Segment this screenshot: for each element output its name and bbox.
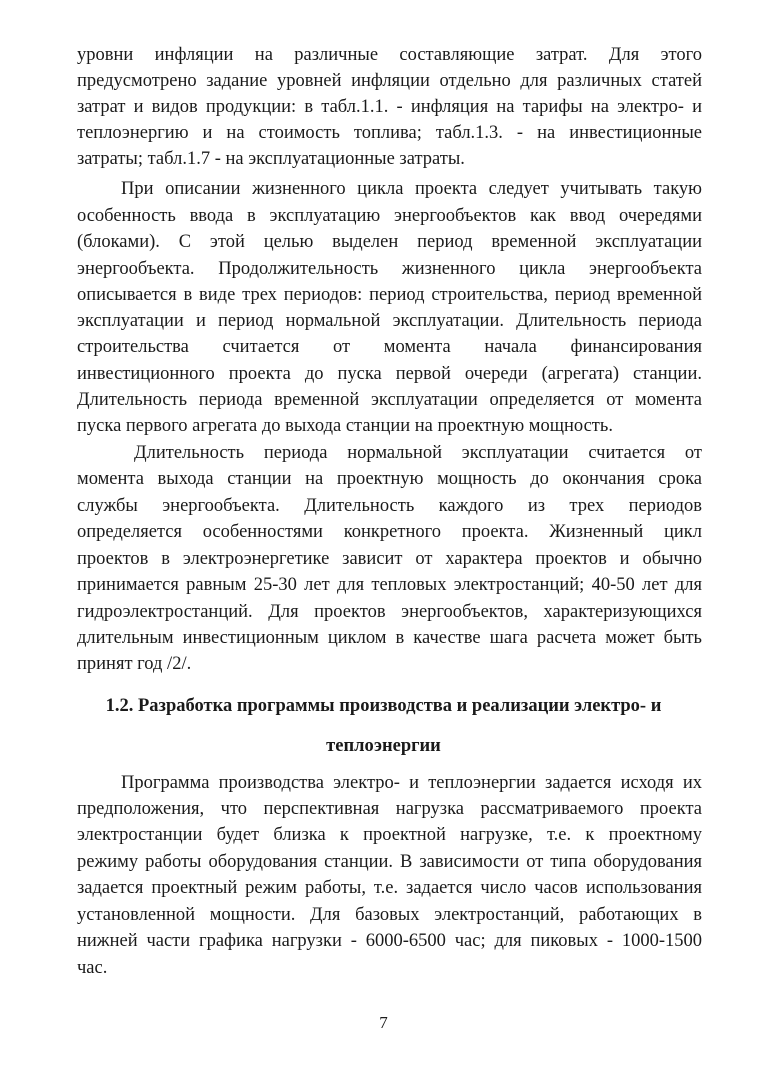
- text-line: принят год /2/.: [77, 654, 192, 674]
- text-line: пуска первого агрегата до выхода станции на проектную мощность.: [77, 416, 613, 436]
- text-line: затрат и видов продукции: в табл.1.1. - инфляция на тарифы на электро- и: [77, 97, 702, 117]
- text-line: час.: [77, 958, 108, 978]
- text-line: нижней части графика нагрузки - 6000-6500 час; для пиковых - 1000-1500: [77, 931, 702, 951]
- text-line: особенность ввода в эксплуатацию энергообъектов как ввод очередями: [77, 206, 702, 226]
- text-line: затраты; табл.1.7 - на эксплуатационные затраты.: [77, 149, 465, 169]
- text-line: режиму работы оборудования станции. В зависимости от типа оборудования: [77, 852, 702, 872]
- text-line: установленной мощности. Для базовых электростанций, работающих в: [77, 905, 702, 925]
- text-line: принимается равным 25-30 лет для тепловых электростанций; 40-50 лет для: [77, 575, 702, 595]
- text-line: Длительность периода нормальной эксплуатации считается от: [134, 443, 702, 463]
- text-line: строительства считается от момента начала финансирования: [77, 337, 702, 357]
- text-line: энергообъекта. Продолжительность жизненного цикла энергообъекта: [77, 259, 702, 279]
- text-line: гидроэлектростанций. Для проектов энергообъектов, характеризующихся: [77, 602, 702, 622]
- text-line: момента выхода станции на проектную мощность до окончания срока: [77, 469, 702, 489]
- text-line: уровни инфляции на различные составляющие затрат. Для этого: [77, 45, 702, 65]
- text-line: При описании жизненного цикла проекта следует учитывать такую: [121, 179, 702, 199]
- text-line: проектов в электроэнергетике зависит от характера проектов и обычно: [77, 549, 702, 569]
- text-line: эксплуатации и период нормальной эксплуатации. Длительность периода: [77, 311, 702, 331]
- text-line: описывается в виде трех периодов: период строительства, период временной: [77, 285, 702, 305]
- page-number: 7: [379, 1013, 388, 1032]
- text-line: задается проектный режим работы, т.е. задается число часов использования: [77, 878, 702, 898]
- section-heading-line-1: 1.2. Разработка программы производства и реализации электро- и: [105, 696, 662, 716]
- text-line: службы энергообъекта. Длительность каждого из трех периодов: [77, 496, 702, 516]
- text-line: предположения, что перспективная нагрузка рассматриваемого проекта: [77, 799, 702, 819]
- text-line: инвестиционного проекта до пуска первой очереди (агрегата) станции.: [77, 364, 702, 384]
- section-heading-line-2: теплоэнергии: [326, 736, 441, 756]
- text-line: длительным инвестиционным циклом в качестве шага расчета может быть: [77, 628, 702, 648]
- text-line: (блоками). С этой целью выделен период временной эксплуатации: [77, 232, 702, 252]
- text-line: Длительность периода временной эксплуатации определяется от момента: [77, 390, 702, 410]
- text-line: определяется особенностями конкретного проекта. Жизненный цикл: [77, 522, 702, 542]
- text-line: теплоэнергию и на стоимость топлива; табл.1.3. - на инвестиционные: [77, 123, 702, 143]
- text-line: электростанции будет близка к проектной нагрузке, т.е. к проектному: [77, 825, 702, 845]
- text-line: предусмотрено задание уровней инфляции отдельно для различных статей: [77, 71, 702, 91]
- text-line: Программа производства электро- и теплоэнергии задается исходя их: [121, 773, 702, 793]
